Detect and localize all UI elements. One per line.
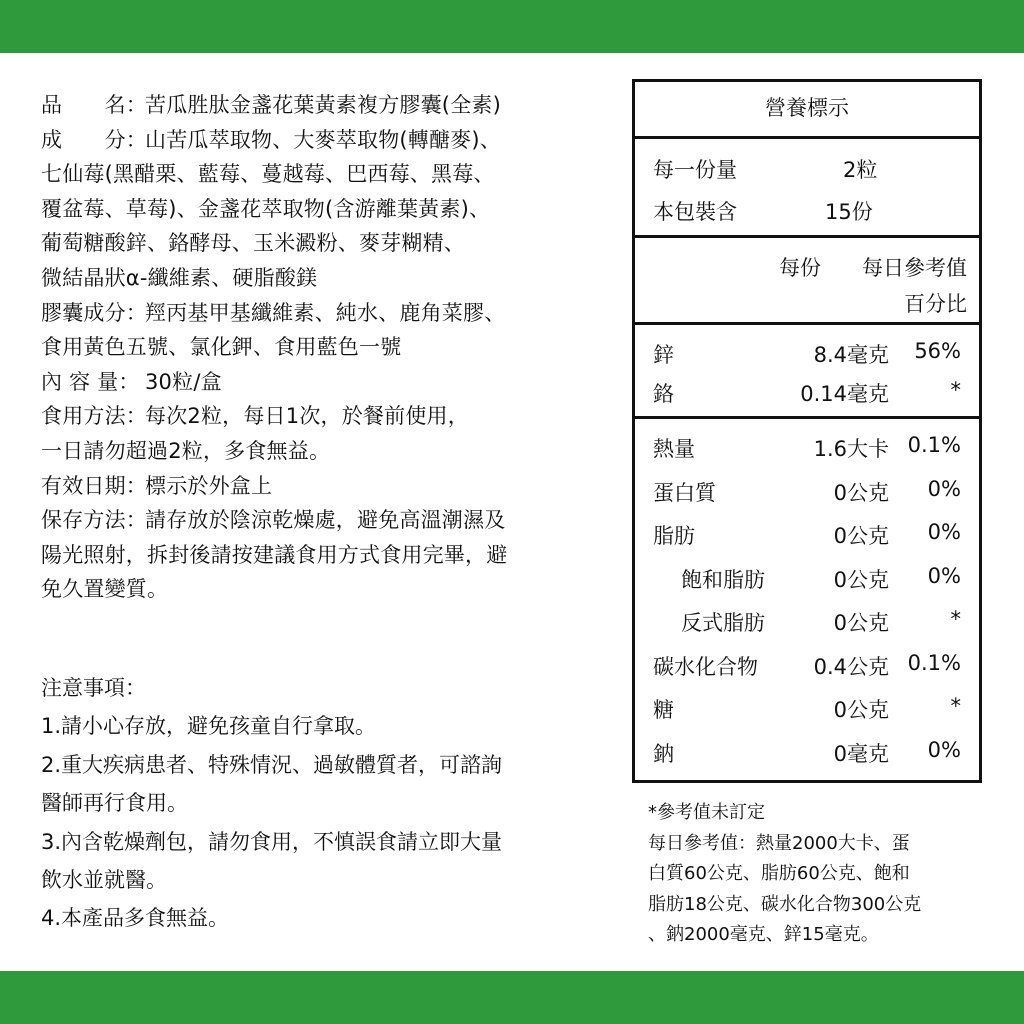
capsule-label: 膠囊成分： [41, 300, 147, 325]
nutrient-name: 碳水化合物 [653, 655, 758, 679]
nutrient-pct: 0% [927, 564, 961, 588]
nutrition-footnote [648, 798, 988, 951]
nutrition-title: 營養標示 [765, 96, 849, 120]
storage-label: 保存方法： [41, 508, 147, 533]
product-name-value: 苦瓜胜肽金盞花葉黃素複方膠囊(全素) [145, 93, 501, 117]
ingredients-text: 覆盆莓、草莓)、金盞花萃取物(含游離葉黃素)、 [41, 196, 491, 221]
nutrient-pct: 0% [927, 477, 961, 501]
bottom-green-band [0, 971, 1024, 1024]
ingredients-text: 七仙莓(黑醋栗、藍莓、蔓越莓、巴西莓、黑莓、 [41, 162, 495, 187]
nutrient-pct: 0.1% [907, 433, 961, 457]
nutrient-name: 脂肪 [653, 524, 695, 548]
precautions [41, 669, 616, 938]
storage-text: 陽光照射，拆封後請按建議食用方式食用完畢，避 [41, 542, 508, 567]
storage-line [41, 503, 611, 538]
footnote-line: 脂肪18公克、碳水化合物300公克 [648, 893, 922, 915]
precaution-item: 3.內含乾燥劑包，請勿食用，不慎誤食請立即大量 [41, 829, 503, 854]
usage-text: 一日請勿超過2粒，多食無益。 [41, 438, 331, 463]
nutrient-name: 飽和脂肪 [681, 568, 765, 592]
product-name-label: 品 名： [41, 93, 147, 117]
footnote-line: 白質60公克、脂肪60公克、飽和 [648, 863, 910, 884]
storage-text: 請存放於陰涼乾燥處，避免高溫潮濕及 [145, 508, 506, 533]
ingredients-label: 成 分： [41, 127, 147, 152]
expiry-value: 標示於外盒上 [145, 473, 273, 498]
precaution-item: 4.本產品多食無益。 [41, 906, 230, 931]
daily-value-header-2: 百分比 [904, 292, 967, 316]
usage-text: 每次2粒，每日1次，於餐前使用， [145, 404, 469, 429]
usage-line [41, 399, 611, 434]
ingredients-text: 山苦瓜萃取物、大麥萃取物(轉醣麥)、 [145, 127, 501, 152]
expiry-line [41, 469, 611, 504]
nutrient-name: 糖 [653, 698, 674, 722]
servings-value: 15份 [825, 200, 873, 224]
nutrient-pct: 0.1% [907, 651, 961, 675]
nutrient-amount: 0公克 [833, 698, 889, 722]
footnote-line: 、鈉2000毫克、鋅15毫克。 [648, 924, 879, 945]
nutrient-name: 鉻 [653, 382, 674, 406]
top-green-band [0, 0, 1024, 53]
nutrient-amount: 1.6大卡 [813, 437, 889, 461]
nutrient-pct: 0% [927, 520, 961, 544]
daily-value-header: 每日參考值 [862, 256, 967, 280]
expiry-label: 有效日期： [41, 473, 147, 498]
precaution-item: 1.請小心存放，避免孩童自行拿取。 [41, 714, 377, 739]
footnote-line: 每日參考值：熱量2000大卡、蛋 [648, 832, 910, 854]
nutrient-pct: 0% [927, 738, 961, 762]
nutrient-amount: 8.4毫克 [813, 343, 889, 367]
divider [635, 235, 979, 238]
nutrient-pct: 56% [914, 339, 961, 363]
nutrient-amount: 0公克 [833, 611, 889, 635]
precaution-item: 醫師再行食用。 [41, 791, 188, 816]
capsule-text: 羥丙基甲基纖維素、純水、鹿角菜膠、 [145, 300, 506, 325]
divider [635, 136, 979, 139]
nutrient-amount: 0公克 [833, 524, 889, 548]
divider [635, 322, 979, 325]
storage-text: 免久置變質。 [41, 577, 169, 602]
ingredients-line [41, 123, 611, 158]
nutrient-name: 蛋白質 [653, 481, 716, 505]
nutrient-amount: 0公克 [833, 481, 889, 505]
nutrient-name: 鋅 [653, 343, 674, 367]
ingredients-text: 葡萄糖酸鋅、鉻酵母、玉米澱粉、麥芽糊精、 [41, 231, 465, 256]
capsule-line [41, 296, 611, 331]
nutrient-name: 熱量 [653, 437, 695, 461]
nutrient-pct: * [950, 378, 961, 402]
nutrient-amount: 0毫克 [833, 742, 889, 766]
nutrient-amount: 0.14毫克 [800, 382, 889, 406]
nutrient-name: 反式脂肪 [681, 611, 765, 635]
serving-size-label: 每一份量 [653, 158, 737, 182]
precaution-item: 飲水並就醫。 [41, 867, 167, 892]
precautions-title: 注意事項： [41, 676, 146, 700]
nutrient-name: 鈉 [653, 742, 674, 766]
content-value: 30粒/盒 [145, 369, 222, 394]
usage-label: 食用方法： [41, 404, 147, 429]
product-name-line [41, 88, 611, 123]
capsule-text: 食用黃色五號、氯化鉀、食用藍色一號 [41, 335, 402, 360]
servings-label: 本包裝含 [653, 200, 737, 224]
nutrient-pct: * [950, 607, 961, 631]
product-info [41, 88, 611, 607]
nutrition-table [632, 79, 982, 783]
per-serving-header: 每份 [779, 256, 821, 280]
nutrient-amount: 0公克 [833, 568, 889, 592]
nutrient-pct: * [950, 694, 961, 718]
serving-size-value: 2粒 [843, 158, 878, 182]
precaution-item: 2.重大疾病患者、特殊情況、過敏體質者，可諮詢 [41, 752, 503, 777]
ingredients-text: 微結晶狀α-纖維素、硬脂酸鎂 [41, 265, 318, 290]
divider [635, 416, 979, 419]
footnote-line: *參考值未訂定 [648, 802, 765, 823]
content-label: 內 容 量： [41, 369, 140, 394]
nutrient-amount: 0.4公克 [813, 655, 889, 679]
content-line [41, 365, 611, 400]
